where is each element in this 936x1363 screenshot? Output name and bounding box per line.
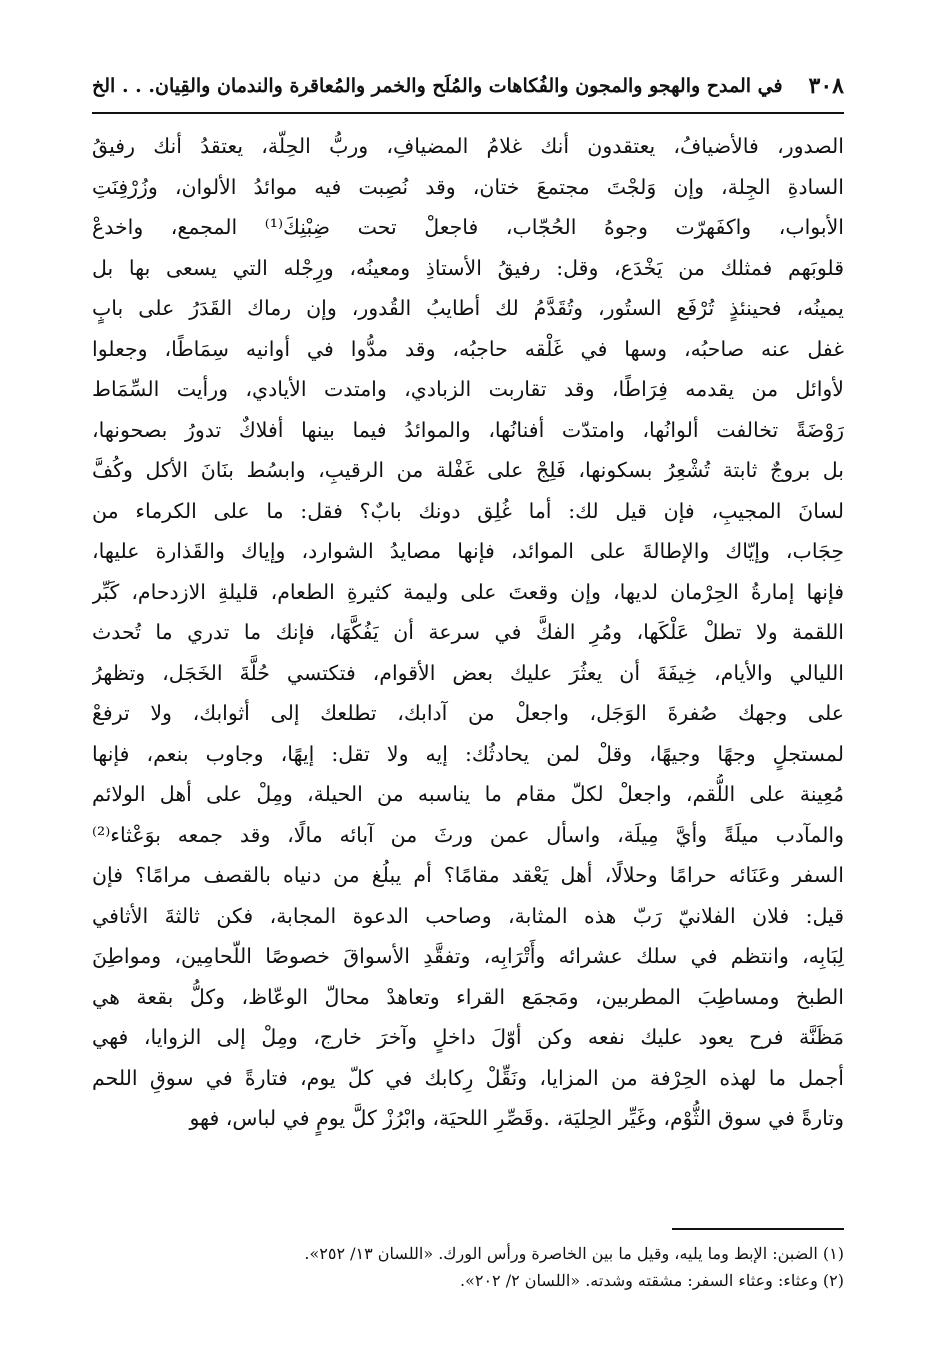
body-line: اللقمة ولا تطلْ عَلْكَها، ومُرِ الفكَّ في سرعة أن يَفُكَّهَا، فإنك ما تدري ما تُحدث bbox=[92, 620, 844, 644]
body-line: مُعِينة على اللُّقم، واجعلْ لكلّ مقام ما يناسبه من الحيلة، ومِلْ على أهل الولائم bbox=[92, 782, 844, 806]
body-line: حِجَاب، وإيّاك والإطالةَ على الموائد، فإنها مصايدُ الشوارد، وإياك والقَذارة عليها، bbox=[92, 539, 844, 563]
body-line: لِبَابِه، وانتظم في سلك عشرائه وأَتْرَابِه، وتفقَّدِ الأسواقَ خصوصًا اللّحامِين، ومواطِنَ bbox=[92, 944, 844, 968]
body-line: قلوبَهم فمثلك من يَخْدَع، وقل: رفيقُ الأستاذِ ومعينُه، ورِجْله التي يسعى بها بل bbox=[92, 255, 844, 280]
footnotes bbox=[160, 1240, 844, 1294]
body-line: الصدور، فالأضيافُ، يعتقدون أنك غلامُ المضيافِ، وربُّ الحِلّة، يعتقدُ أنك رفيقُ bbox=[92, 134, 844, 158]
body-line: الليالي والأيام، خِيفَةَ أن يعثُرَ عليك بعض الأقوام، فتكتسي حُلَّةَ الخَجَل، وتظهرُ bbox=[92, 660, 844, 685]
body-line: غفل عنه صاحبُه، وسها في غَلْقه حاجبُه، وقد مدُّوا في أوانيه سِمَاطًا، وجعلوا bbox=[92, 336, 844, 361]
body-line: على وجهك صُفرةَ الوَجَل، واجعلْ من آدابك، تطلعك إلى أثوابك، ولا ترفعْ bbox=[92, 701, 844, 725]
body-line: مَظَنَّة فرح يعود عليك نفعه وكن أوّلَ داخلٍ وآخرَ خارج، ومِلْ إلى الزوايا، فهي bbox=[92, 1025, 844, 1049]
page-header bbox=[92, 64, 844, 108]
body-line: بل بروجٌ ثابتة تُشْعِرُ بسكونها، فَلِجْ على غَفْلة من الرقيبِ، وابسُط بنَانَ الأكل وكُفَّ bbox=[92, 458, 844, 482]
running-title: في المدح والهجو والمجون والفُكاهات والمُلَح والخمر والمُعاقرة والندمان والقِيان. . . الخ bbox=[92, 75, 783, 97]
footnote-1: (١) الضبن: الإبط وما يليه، وقيل ما بين الخاصرة ورأس الورك. «اللسان ١٣/ ٢٥٢». bbox=[304, 1244, 844, 1263]
body-line: قيل: فلان الفلانيّ رَبّ هذه المثابة، وصاحب الدعوة المجابة، فكن ثالثةَ الأثافي bbox=[92, 903, 844, 928]
header-rule bbox=[92, 112, 844, 114]
footnote-2: (٢) وعثاء: وعثاء السفر: مشقته وشدته. «اللسان ٢/ ٢٠٢». bbox=[459, 1271, 844, 1290]
body-line: أجمل ما لهذه الحِرْفة من المزايا، ونَقِّلْ رِكابك في كلّ يوم، فتارةً في سوقِ اللحم bbox=[92, 1065, 844, 1090]
body-text bbox=[92, 126, 844, 1139]
body-line: لسانَ المجيبِ، فإن قيل لك: أما غُلِق دونك بابٌ؟ فقل: ما على الكرماء من bbox=[92, 498, 844, 523]
footnote-rule bbox=[672, 1228, 844, 1230]
body-line: رَوْضَةً تخالفت ألوانُها، وامتدّت أفنانُها، والموائدُ فيما بينها أفلاكٌ تدورُ بصحونها، bbox=[92, 417, 844, 442]
body-line: لمستجلٍ وجهًا وجيهًا، وقلْ لمن يحادثُك: إيه ولا تقل: إيهًا، وجاوب بنعم، فإنها bbox=[92, 741, 844, 766]
body-line: فإنها إمارةُ الحِرْمان لديها، وإن وقعتَ على وليمة كثيرةِ الطعام، قليلةِ الازدحام، كَبِّر bbox=[92, 579, 844, 604]
body-line: والمآدب ميلَةً وأيَّ مِيلَة، واسأل عمن ورثَ من آبائه مالًا، وقد جمعه بوَعْثاء⁽²⁾ bbox=[92, 822, 844, 847]
body-line: لأوائل من يقدمه فِرَاطًا، وقد تقاربت الزبادي، وامتدت الأيادي، ورأيت السِّمَاط bbox=[92, 377, 844, 401]
body-line: يمينُه، فحينئذٍ تُرْفَع الستُور، وتُقَدَّمُ لك أطايبُ القُدور، وإن رماك القَدَرُ على بابٍ bbox=[92, 296, 844, 320]
body-line: وتارةً في سوق الثُّوْم، وغَيِّر الحِليَة، .وقَصِّرِ اللحيَة، وابْرُزْ كلَّ يومٍ في لباس، فهو bbox=[189, 1106, 844, 1130]
body-line: السادةِ الجِلة، وإن وَلجْتَ مجتمعَ ختان، وقد نُصِبت فيه موائدُ الألوان، وزُرْفِنَتِ bbox=[92, 174, 844, 199]
page-number: ٣٠٨ bbox=[808, 73, 844, 99]
body-line: الأبواب، واكفَهرّت وجوهُ الحُجّاب، فاجعلْ تحت ضِبْنِكَ⁽¹⁾ المجمع، واخدعْ bbox=[92, 215, 844, 239]
body-line: السفر وعَنَائه حرامًا وحلالًا، أهل يَعْقد مقامًا؟ أم يبلُغ من دنياه بالقصف مرامًا؟ فإن bbox=[92, 863, 844, 887]
body-line: الطبخ ومساطِبَ المطربين، ومَجمَع القراء وتعاهدْ محالّ الوعّاظ، وكلُّ بقعة هي bbox=[92, 984, 844, 1009]
